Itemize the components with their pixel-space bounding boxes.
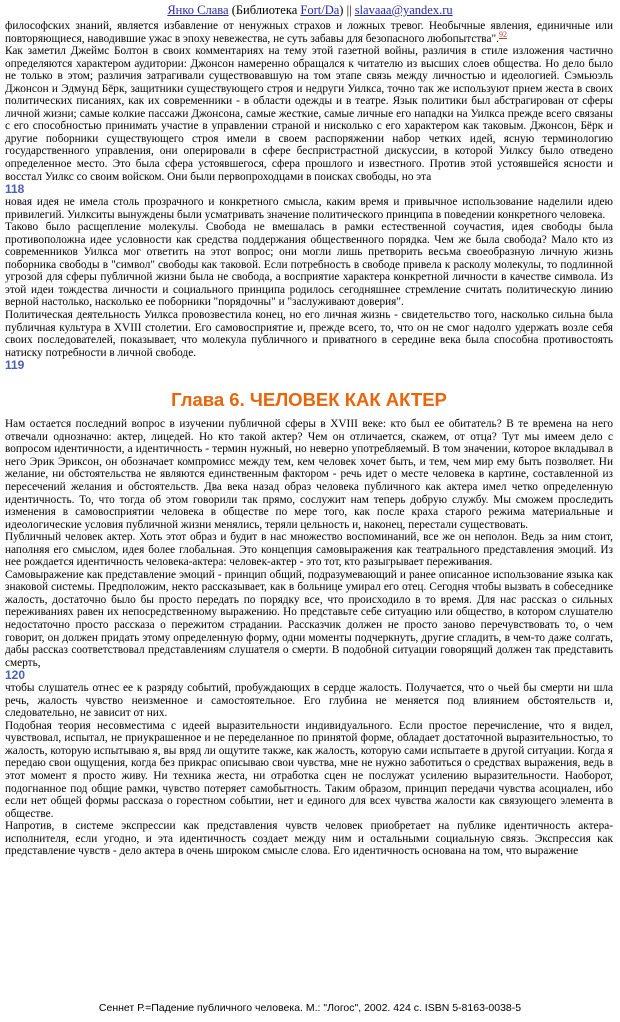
paragraph: новая идея не имела столь прозрачного и конкретного смысла, каким время и привычное использование наделили идею привилегий. Уилкситы вынуждены были усматривать значение политического принципа в поведении конкретного человека.	[5, 196, 613, 221]
email-link[interactable]: slavaaa@yandex.ru	[354, 3, 453, 17]
citation-footer: Сеннет Р.=Падение публичного человека. М.: "Логос", 2002. 424 с. ISBN 5-8163-0038-5	[98, 1002, 522, 1014]
paragraph: Таково было расщепление молекулы. Свобода не вмешалась в рамки естественной соучастия, идея свободы была противоположна идее условности как средства поддержания общественного порядка. Чем же была свобода? Мало кто из современников Уилкса мог ответить на этот вопрос; они могли лишь претворить весьма своеобразную личную жизнь поборника свободы в "символ" свободы как таковой. Если потребность в свободе привела к расколу молекулы, то подлинной угрозой для сферы публичной жизни была не свобода, а восприятие характера конкретной личности в качестве символа. Из этой идеи тождества личности и социального принципа родилось сегодняшнее стремление считать политическую линию верной настолько, насколько ее поборники "порядочны" и "заслуживают доверия".	[5, 221, 613, 309]
chapter-heading: Глава 6. ЧЕЛОВЕК КАК АКТЕР	[171, 389, 447, 411]
paragraph	[5, 20, 613, 45]
page-number-marker: 118	[5, 182, 25, 197]
paragraph-text: философских знаний, является избавление от ненужных страхов и ложных тревог. Необычные явления, единичные или повторяющиеся, наводившие ужас в эпоху невежества, не суть забавы для безопасного любопытства".	[5, 20, 613, 45]
author-link[interactable]: Янко Слава	[167, 3, 229, 17]
library-close-text: ) ||	[339, 3, 355, 17]
page-number-marker: 119	[5, 358, 25, 373]
book-text	[0, 18, 620, 858]
site-header	[0, 0, 620, 18]
paragraph: Самовыражение как представление эмоций - принцип общий, подразумевающий и ранее описанное использование языка как знаковой системы. Предположим, некто рассказывает, как в больнице умирал его отец. Сегодня чтобы вызвать в собеседнике жалость, достаточно было бы просто передать по порядку все, что происходило в то время. Для нас рассказ о сильных переживаниях равен их непосредственному выражению. Но представьте себе ситуацию или общество, в котором слушателю недостаточно просто рассказа о пережитом страдании. Рассказчик должен не просто заново перечувствовать то, о чем говорит, он должен придать этому определенную форму, одни моменты подчеркнуть, другие сгладить, в чем-то даже солгать, дабы рассказ соответствовал представлениям слушателя о смерти. В подобной ситуации говорящий должен так представить смерть,	[5, 568, 613, 669]
page-number-marker: 120	[5, 668, 26, 683]
paragraph: Напротив, в системе экспрессии как представления чувств человек приобретает на публике идентичность актера-исполнителя, если угодно, и эта идентичность создает между ним и остальными социальную связь. Экспрессия как представление чувств - дело актера в очень широком смысле слова. Его идентичность основана на том, что выражение	[5, 820, 613, 858]
fortda-link[interactable]: Fort/Da	[300, 3, 340, 17]
paragraph: Публичный человек актер. Хоть этот образ и будит в нас множество воспоминаний, все же он неполон. Ведь за ним стоит, наполняя его смыслом, идея более глобальная. Это концепция самовыражения как театрального представления эмоций. Из нее рождается идентичность человека-актера: человек-актер - это тот, кто разыгрывает переживания.	[5, 531, 613, 569]
footnote-link[interactable]: 92	[498, 29, 507, 39]
paragraph: чтобы слушатель отнес ее к разряду событий, пробуждающих в сердце жалость. Получается, что о чьей бы смерти ни шла речь, жалость чувство неизменное и самостоятельное. Его глубина не меняется под влиянием обстоятельств и, следовательно, не зависит от них.	[5, 682, 613, 720]
library-open-text: (Библиотека	[228, 3, 301, 17]
paragraph: Нам остается последний вопрос в изучении публичной сферы в XVIII веке: кто был ее обитатель? В те времена на него отвечали однозначно: актер, лицедей. Но кто такой актер? Чем он отличается, скажем, от отца? Тут мы имеем дело с вопросом идентичности, а идентичность - термин нужный, но неверно употребляемый. В том значении, которое вкладывал в него Эрик Эриксон, он обозначает компромисс между тем, кем человек хочет быть, и тем, чем мир ему быть позволяет. Ни желание, ни обстоятельства не являются единственным фактором - речь идет о месте человека в картине, составленной из пересечений желания и обстоятельств. Два века назад образ человека публичного как актера имел четко определенную идентичность. То, что тогда об этом говорили так прямо, сослужит нам теперь добрую службу. Мы сможем проследить изменения в самовосприятии человека в обществе по мере того, как после краха старого режима материальные и идеологические условия публичной жизни менялись, теряли цельность и, наконец, перестали существовать.	[5, 418, 613, 531]
paragraph: Политическая деятельность Уилкса провозвестила конец, но его личная жизнь - свидетельство того, насколько сильна была публичная культура в XVIII столетии. Его самовосприятие и, прежде всего, то, что он не смог надолго удержать возле себя своих последователей, показывает, что молекула публичного и приватного в середине века была способна противостоять натиску потребности в личной свободе.	[5, 309, 613, 359]
paragraph: Подобная теория несовместима с идеей выразительности индивидуального. Если простое перечисление, что я видел, чувствовал, испытал, не приукрашенное и не переделанное по принятой форме, обладает достаточной выразительностью, то жалость, которую испытываю я, вы вряд ли ощутите также, как жалость, которую сами испытаете в другой ситуации. Когда я передаю свои ощущения, когда без прикрас описываю свои чувства, мне не нужно заботиться о средствах выражения, ведь в этот момент я просто живу. Ни техника жеста, ни отработка сцен не послужат усилению выразительности. Наоборот, подогнанное под общие рамки, чувство потеряет самобытность. Таким образом, принцип передачи чувства асоциален, ибо если нет общей формы рассказа о горестном событии, нет и единого для всех чувства жалости как связующего элемента в обществе.	[5, 719, 613, 820]
paragraph: Как заметил Джеймс Болтон в своих комментариях на тему этой газетной войны, различия в стиле изложения частично определяются характером аудитории: Джонсон намеренно обращался к читателю из высших слоев общества. Но дело было не только в этом; различия затрагивали существовавшую на том этапе связь между личностью и идеологией. Сэмьюэль Джонсон и Эдмунд Бёрк, защитники существующего строя и недруги Уилкса, точно так же используют прием жеста в своих политических писаниях, как их современники - в области одежды и в театре. Язык политики был абстрагирован от сферы личной жизни; самые колкие пассажи Джонсона, самые жесткие, самые личные его нападки на Уилкса прежде всего связаны с его способностью принимать участие в управлении страной и нисколько с его характером как таковым. Джонсон, Бёрк и другие поборники существующего строя имели в своем распоряжении набор четких идей, ясную терминологию государственного управления, они оперировали в сфере беспристрастной дискуссии, в которой Уилксу было отведено определенное место. Это была сфера устоявшегося, сфера прошлого и известного. Против этой устоявшейся ясности и восстал Уилкс со своим войском. Они были первопроходцами в поисках свободы, но эта	[5, 45, 613, 183]
